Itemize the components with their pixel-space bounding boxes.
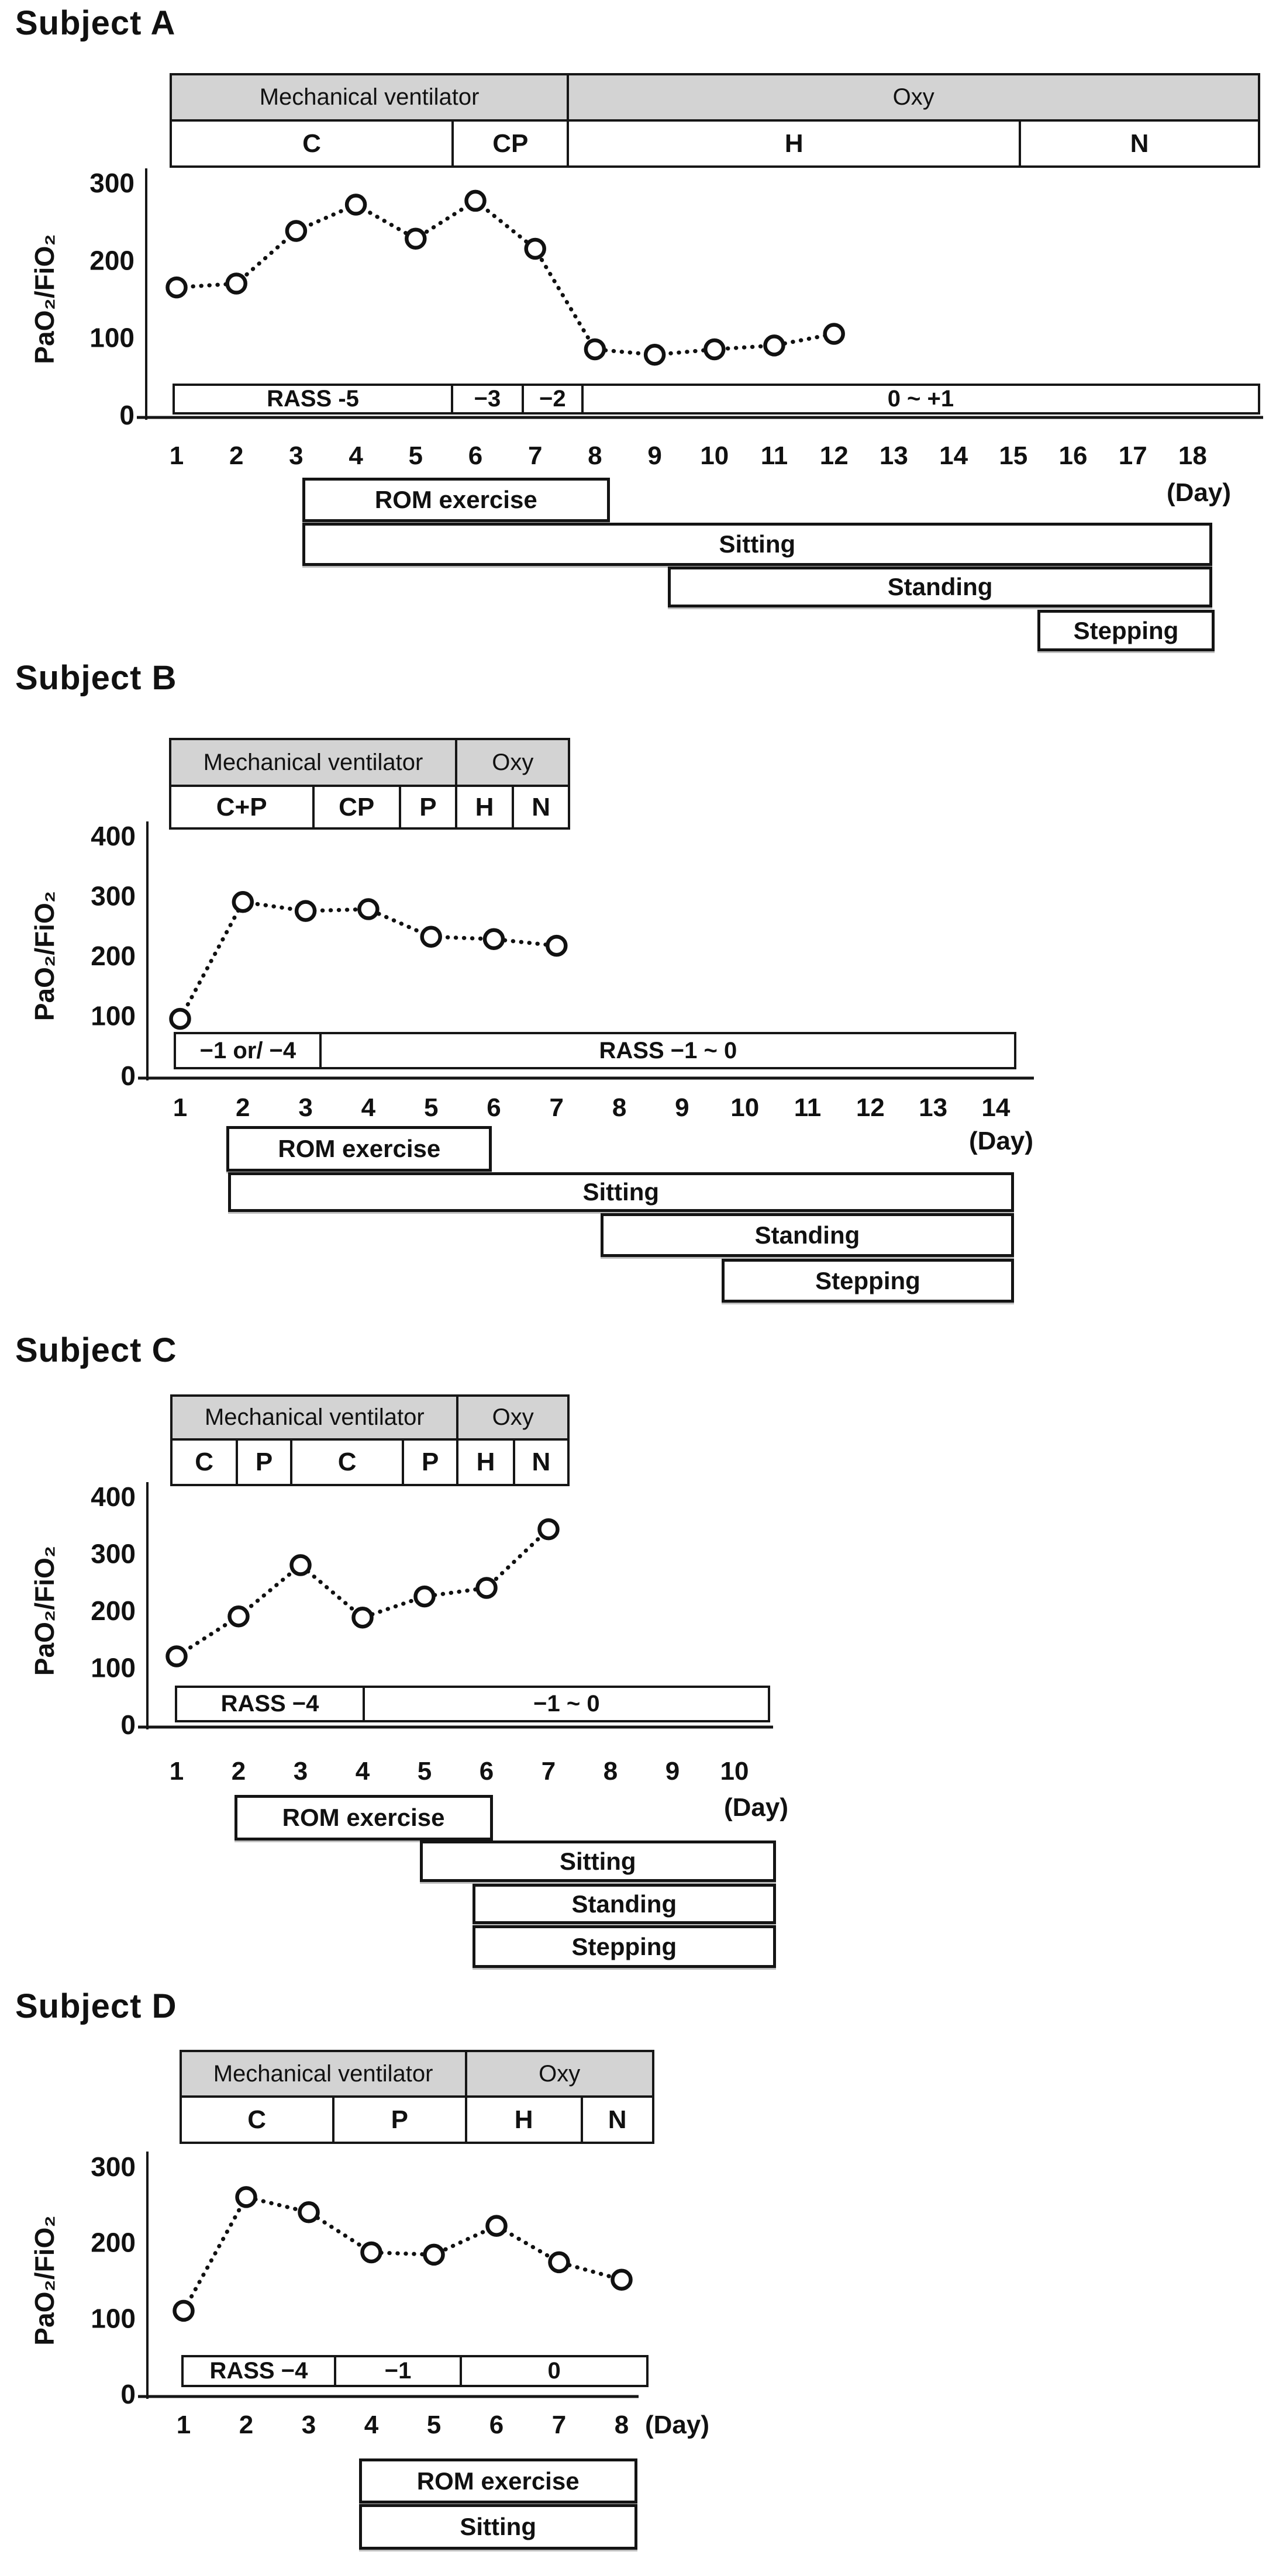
x-tick-label: 1	[169, 1757, 184, 1786]
y-axis-title: PaO₂/FiO₂	[29, 2215, 60, 2346]
x-tick-label: 2	[231, 1757, 246, 1786]
data-point-marker	[705, 340, 723, 358]
y-tick-label: 0	[120, 1061, 136, 1091]
y-tick-label: 100	[91, 1652, 136, 1683]
rass-segment-label: −1 or/ −4	[199, 1037, 296, 1063]
x-axis-title: (Day)	[968, 1127, 1034, 1155]
ventilator-cell-label: Oxy	[892, 84, 934, 110]
ventilator-cell-label: C	[337, 1448, 357, 1476]
y-tick-label: 100	[91, 2303, 136, 2334]
rass-segment-label: 0	[547, 2358, 561, 2384]
ventilator-cell-label: H	[514, 2105, 533, 2134]
exercise-bar-sitting	[228, 1172, 1014, 1212]
rass-segment	[522, 384, 584, 415]
exercise-bar-standing	[473, 1884, 776, 1924]
ventilator-cell-label: Mechanical ventilator	[204, 1404, 425, 1430]
rass-segment	[581, 384, 1260, 415]
data-point-marker	[296, 902, 315, 920]
ventilator-cell-cp	[451, 119, 569, 168]
x-tick-label: 3	[293, 1757, 308, 1786]
data-point-marker	[547, 937, 565, 955]
data-point-marker	[540, 1520, 558, 1538]
x-tick-label: 4	[364, 2411, 379, 2439]
ventilator-cell-label: N	[532, 792, 550, 821]
rass-segment-label: −1 ~ 0	[533, 1691, 600, 1717]
y-tick-label: 200	[89, 245, 135, 276]
x-axis-title: (Day)	[644, 2411, 710, 2439]
y-axis-title: PaO₂/FiO₂	[29, 234, 60, 364]
ventilator-cell-c+p	[169, 785, 315, 830]
x-tick-label: 18	[1178, 441, 1207, 470]
y-tick-label: 400	[91, 821, 136, 851]
data-point-marker	[422, 928, 440, 946]
y-tick-label: 0	[119, 400, 135, 430]
data-point-marker	[237, 2188, 256, 2206]
x-tick-label: 16	[1058, 441, 1088, 470]
y-tick-label: 300	[91, 880, 136, 911]
ventilator-cell-n	[512, 785, 571, 830]
x-tick-label: 7	[541, 1757, 556, 1786]
rass-segment-label: −1	[384, 2358, 412, 2384]
data-point-marker	[227, 275, 246, 293]
y-tick-label: 200	[91, 1596, 136, 1626]
data-point-marker	[168, 1648, 186, 1666]
exercise-bar-rom-exercise	[359, 2458, 637, 2504]
x-tick-label: 6	[489, 2411, 504, 2439]
ventilator-cell-oxy	[465, 2050, 654, 2098]
data-point-marker	[416, 1587, 434, 1605]
ventilator-cell-p	[402, 1438, 458, 1486]
ventilator-cell-label: Mechanical ventilator	[203, 749, 423, 775]
ventilator-cell-label: Oxy	[492, 749, 534, 775]
ventilator-cell-oxy	[456, 1394, 570, 1441]
ventilator-cell-label: C	[302, 129, 321, 158]
x-tick-label: 5	[417, 1757, 432, 1786]
x-tick-label: 13	[919, 1093, 948, 1122]
data-point-marker	[825, 325, 843, 343]
ventilator-cell-oxy	[455, 738, 570, 787]
chart-subject-d	[0, 2116, 1276, 2456]
x-tick-label: 3	[289, 441, 304, 470]
x-tick-label: 10	[720, 1757, 749, 1786]
rass-segment-label: 0 ~ +1	[887, 386, 954, 412]
y-tick-label: 200	[91, 2227, 136, 2258]
ventilator-cell-mechanical-ventilator	[169, 738, 458, 787]
ventilator-cell-label: Oxy	[492, 1404, 534, 1430]
ventilator-cell-label: P	[421, 1448, 439, 1476]
ventilator-cell-label: Oxy	[539, 2060, 581, 2087]
exercise-bar-label: ROM exercise	[282, 1804, 445, 1831]
ventilator-cell-n	[581, 2095, 654, 2144]
data-point-marker	[175, 2302, 193, 2320]
y-tick-label: 300	[91, 1538, 136, 1569]
rass-segment-label: RASS −1 ~ 0	[599, 1037, 737, 1063]
exercise-bar-label: ROM exercise	[278, 1135, 441, 1162]
y-tick-label: 200	[91, 941, 136, 971]
x-tick-label: 5	[408, 441, 423, 470]
x-tick-label: 5	[423, 1093, 439, 1122]
ventilator-cell-c	[290, 1438, 404, 1486]
ventilator-cell-n	[513, 1438, 570, 1486]
ventilator-cell-label: H	[475, 792, 494, 821]
subject-title: Subject B	[15, 659, 177, 697]
y-tick-label: 0	[120, 1710, 136, 1740]
ventilator-cell-label: N	[1130, 129, 1149, 158]
data-point-marker	[646, 346, 664, 364]
x-tick-label: 8	[603, 1757, 618, 1786]
x-tick-label: 6	[487, 1093, 501, 1122]
rass-segment	[451, 384, 524, 415]
data-point-marker	[406, 230, 425, 248]
data-point-marker	[467, 192, 485, 210]
x-tick-label: 1	[173, 1093, 188, 1122]
exercise-bar-label: Stepping	[571, 1932, 677, 1960]
x-tick-label: 7	[527, 441, 543, 470]
x-tick-label: 2	[239, 2411, 254, 2439]
ventilator-cell-h	[456, 1438, 515, 1486]
x-tick-label: 7	[549, 1093, 564, 1122]
exercise-bar-label: ROM exercise	[374, 486, 537, 513]
ventilator-cell-h	[567, 119, 1021, 168]
subject-title: Subject C	[15, 1331, 177, 1369]
ventilator-cell-p	[399, 785, 458, 830]
x-tick-label: 2	[236, 1093, 250, 1122]
x-tick-label: 10	[700, 441, 729, 470]
rass-segment-label: RASS −4	[220, 1691, 319, 1717]
x-tick-label: 3	[298, 1093, 313, 1122]
data-point-marker	[586, 340, 604, 358]
data-point-marker	[234, 893, 252, 911]
x-tick-label: 9	[675, 1093, 689, 1122]
rass-segment-label: −2	[539, 386, 566, 412]
exercise-bar-sitting	[359, 2504, 637, 2550]
data-point-marker	[168, 278, 186, 296]
rass-segment-label: RASS −4	[209, 2358, 308, 2384]
ventilator-cell-p	[332, 2095, 467, 2144]
subject-title: Subject D	[15, 1987, 177, 2025]
exercise-bar-label: ROM exercise	[416, 2467, 580, 2495]
exercise-bar-label: Sitting	[719, 530, 796, 558]
x-tick-label: 14	[981, 1093, 1011, 1122]
x-tick-label: 9	[665, 1757, 680, 1786]
x-tick-label: 12	[856, 1093, 885, 1122]
ventilator-cell-label: P	[255, 1448, 273, 1476]
ventilator-cell-label: Mechanical ventilator	[213, 2060, 433, 2087]
data-point-marker	[613, 2271, 631, 2289]
data-point-marker	[526, 240, 544, 258]
data-point-marker	[292, 1556, 310, 1574]
x-tick-label: 11	[760, 441, 788, 470]
exercise-bar-label: Sitting	[460, 2513, 536, 2540]
ventilator-cell-c	[180, 2095, 334, 2144]
exercise-bar-label: Stepping	[1073, 616, 1179, 644]
x-tick-label: 10	[730, 1093, 760, 1122]
exercise-bar-stepping	[722, 1259, 1014, 1303]
ventilator-cell-label: C	[247, 2105, 267, 2134]
chart-subject-a	[0, 133, 1276, 519]
ventilator-cell-n	[1019, 119, 1260, 168]
x-tick-label: 2	[229, 441, 244, 470]
x-tick-label: 8	[588, 441, 602, 470]
ventilator-cell-mechanical-ventilator	[170, 1394, 458, 1441]
exercise-bar-standing	[668, 567, 1212, 607]
exercise-bar-sitting	[420, 1841, 777, 1882]
x-tick-label: 1	[176, 2411, 191, 2439]
rass-segment	[181, 2355, 336, 2387]
ventilator-cell-label: CP	[339, 792, 375, 821]
rass-segment-label: RASS -5	[267, 386, 359, 412]
ventilator-cell-label: Mechanical ventilator	[259, 84, 480, 110]
data-point-marker	[550, 2253, 568, 2271]
ventilator-cell-mechanical-ventilator	[170, 73, 570, 122]
x-tick-label: 8	[612, 1093, 627, 1122]
exercise-bar-rom-exercise	[226, 1126, 492, 1172]
ventilator-cell-label: C+P	[216, 792, 267, 821]
ventilator-cell-label: P	[419, 792, 437, 821]
data-point-marker	[478, 1579, 496, 1597]
ventilator-cell-label: C	[195, 1448, 214, 1476]
y-tick-label: 300	[89, 168, 135, 198]
data-point-marker	[485, 930, 503, 948]
rass-segment	[319, 1032, 1016, 1069]
data-point-marker	[359, 900, 377, 918]
rass-segment	[334, 2355, 462, 2387]
exercise-bar-label: Standing	[887, 573, 993, 600]
x-tick-label: 3	[301, 2411, 316, 2439]
ventilator-cell-c	[170, 1438, 238, 1486]
data-point-marker	[425, 2246, 443, 2264]
y-tick-label: 100	[89, 322, 135, 353]
y-tick-label: 0	[120, 2379, 136, 2409]
rass-segment	[175, 1686, 365, 1722]
data-point-marker	[171, 1010, 189, 1028]
ventilator-cell-h	[465, 2095, 583, 2144]
ventilator-cell-h	[455, 785, 514, 830]
ventilator-cell-oxy	[567, 73, 1260, 122]
x-tick-label: 7	[551, 2411, 567, 2439]
x-tick-label: 4	[355, 1757, 370, 1786]
x-tick-label: 13	[879, 441, 908, 470]
ventilator-cell-label: CP	[492, 129, 529, 158]
ventilator-cell-label: H	[476, 1448, 495, 1476]
ventilator-cell-label: N	[608, 2105, 627, 2134]
x-tick-label: 4	[349, 441, 363, 470]
x-axis-title: (Day)	[723, 1793, 789, 1822]
y-axis-title: PaO₂/FiO₂	[29, 1545, 60, 1676]
x-tick-label: 17	[1118, 441, 1147, 470]
ventilator-cell-label: H	[784, 129, 803, 158]
rass-segment	[173, 384, 453, 415]
exercise-bar-stepping	[1037, 610, 1215, 651]
ventilator-cell-mechanical-ventilator	[180, 2050, 467, 2098]
ventilator-cell-p	[236, 1438, 292, 1486]
x-tick-label: 11	[794, 1093, 822, 1122]
x-tick-label: 12	[819, 441, 849, 470]
rass-segment	[363, 1686, 770, 1722]
x-tick-label: 4	[361, 1093, 376, 1122]
exercise-bar-label: Sitting	[582, 1178, 660, 1206]
exercise-bar-label: Stepping	[815, 1266, 920, 1294]
x-tick-label: 6	[479, 1757, 494, 1786]
x-axis-title: (Day)	[1166, 478, 1232, 507]
chart-subject-b	[0, 786, 1276, 1169]
data-point-marker	[287, 222, 305, 240]
exercise-bar-standing	[601, 1213, 1014, 1257]
x-tick-label: 8	[614, 2411, 629, 2439]
exercise-bar-label: Sitting	[559, 1847, 636, 1875]
data-point-marker	[230, 1607, 248, 1625]
data-point-marker	[300, 2203, 318, 2221]
y-tick-label: 300	[91, 2152, 136, 2182]
ventilator-cell-label: N	[532, 1448, 551, 1476]
rass-segment	[174, 1032, 322, 1069]
y-tick-label: 100	[91, 1000, 136, 1031]
x-tick-label: 1	[169, 441, 184, 470]
data-point-marker	[765, 336, 784, 354]
exercise-bar-sitting	[302, 523, 1213, 566]
exercise-bar-label: Standing	[571, 1890, 677, 1918]
data-line	[177, 201, 834, 354]
x-tick-label: 5	[426, 2411, 442, 2439]
exercise-bar-stepping	[473, 1925, 776, 1968]
chart-subject-c	[0, 1447, 1276, 1836]
x-tick-label: 6	[468, 441, 483, 470]
x-tick-label: 9	[647, 441, 662, 470]
exercise-bar-label: Standing	[754, 1221, 860, 1249]
rass-segment-label: −3	[474, 386, 501, 412]
ventilator-cell-label: P	[391, 2105, 408, 2134]
x-tick-label: 15	[999, 441, 1028, 470]
exercise-bar-rom-exercise	[234, 1795, 493, 1841]
y-tick-label: 400	[91, 1482, 136, 1512]
subject-title: Subject A	[15, 4, 176, 42]
data-point-marker	[354, 1608, 372, 1627]
ventilator-cell-c	[170, 119, 454, 168]
data-point-marker	[347, 196, 365, 214]
data-point-marker	[488, 2217, 506, 2235]
x-tick-label: 14	[939, 441, 968, 470]
ventilator-cell-cp	[312, 785, 401, 830]
y-axis-title: PaO₂/FiO₂	[29, 890, 60, 1021]
rass-segment	[460, 2355, 649, 2387]
exercise-bar-rom-exercise	[302, 478, 610, 522]
data-point-marker	[363, 2243, 381, 2261]
